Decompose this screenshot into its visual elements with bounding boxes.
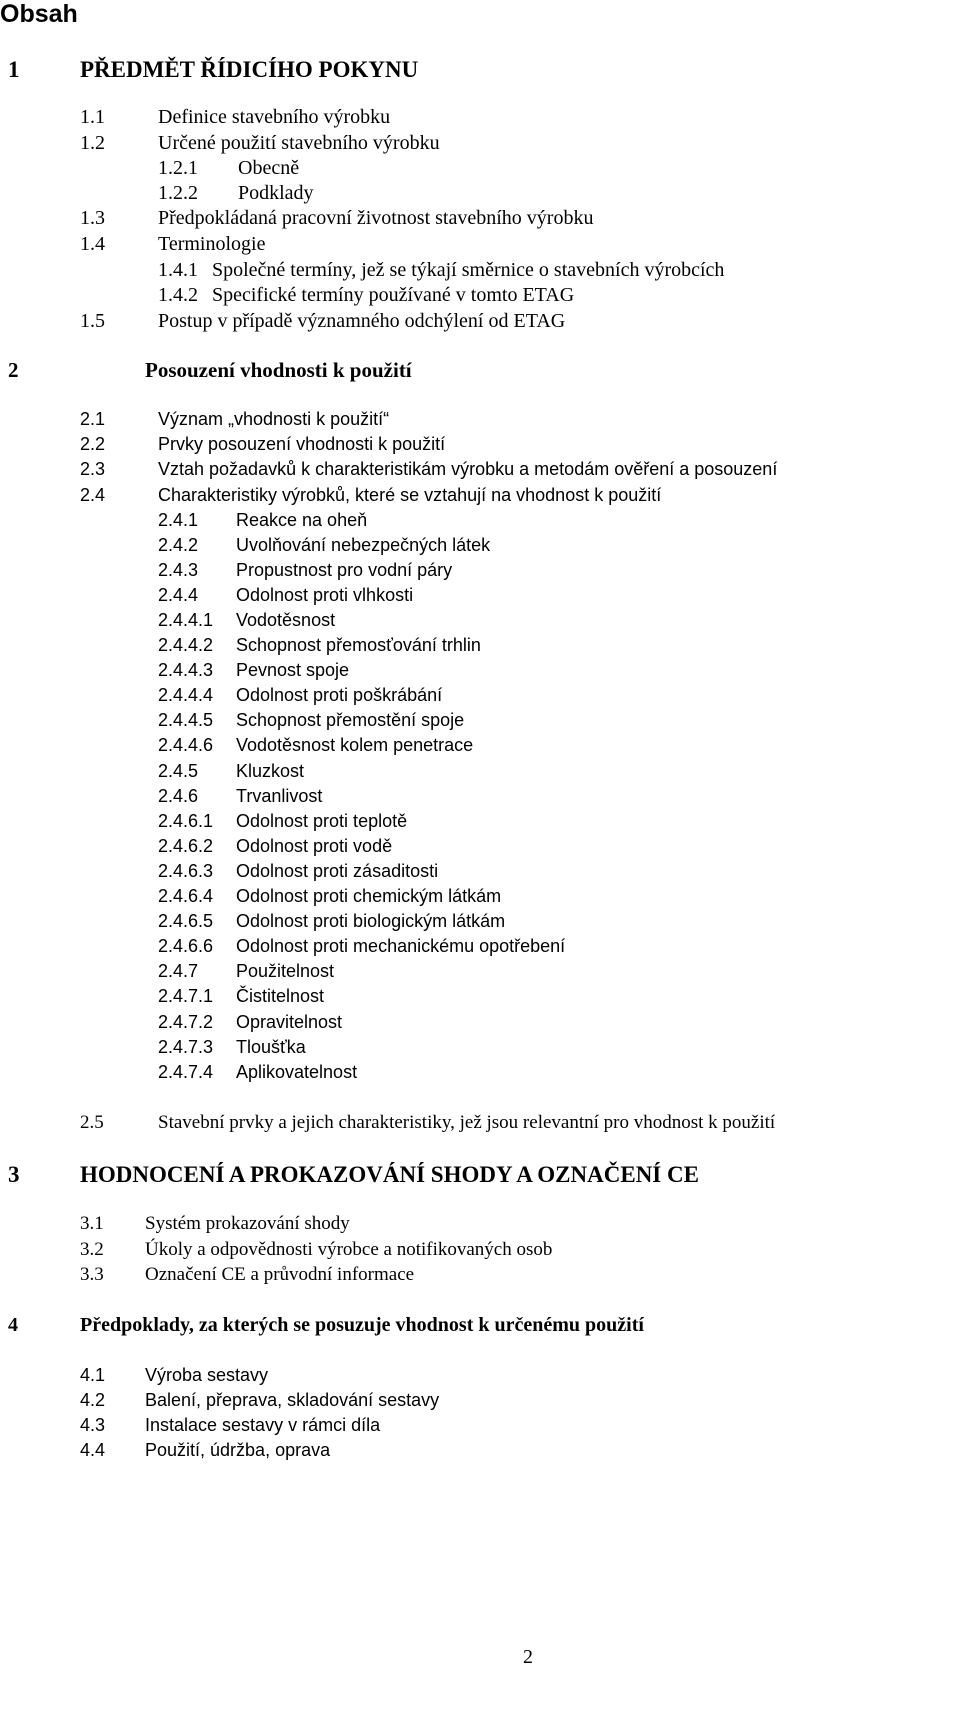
toc-entry-title: Společné termíny, jež se týkají směrnice o stavebních výrobcích [212, 259, 725, 281]
section-title: HODNOCENÍ A PROKAZOVÁNÍ SHODY A OZNAČENÍ CE [80, 1162, 699, 1187]
toc-entry-title: Propustnost pro vodní páry [236, 560, 453, 580]
toc-entry-title: Odolnost proti teplotě [236, 811, 408, 831]
toc-entry-number: 2.4.6.5 [158, 911, 214, 931]
toc-entry-title: Aplikovatelnost [236, 1062, 358, 1082]
page-heading: Obsah [0, 0, 78, 28]
toc-entry-title: Trvanlivost [236, 786, 323, 806]
toc-entry-number: 1.2.1 [158, 157, 198, 179]
toc-entry-number: 2.4.7 [158, 961, 199, 981]
section-number: 1 [8, 57, 20, 82]
toc-entry-number: 4.4 [80, 1440, 106, 1460]
toc-entry-number: 2.4.3 [158, 560, 199, 580]
toc-entry-title: Použitelnost [236, 961, 335, 981]
toc-entry-number: 3.2 [80, 1239, 104, 1260]
toc-entry-number: 2.4.4.5 [158, 710, 214, 730]
section-number: 3 [8, 1162, 20, 1187]
toc-entry-title: Úkoly a odpovědnosti výrobce a notifikovaných osob [145, 1239, 553, 1260]
toc-entry-title: Vodotěsnost kolem penetrace [236, 735, 474, 755]
toc-entry-number: 1.1 [80, 106, 105, 128]
toc-entry-number: 1.4 [80, 233, 105, 255]
toc-entry-number: 4.2 [80, 1390, 106, 1410]
page-number: 2 [523, 1646, 533, 1668]
toc-entry-number: 2.4.4.3 [158, 660, 214, 680]
toc-entry-number: 3.3 [80, 1264, 104, 1285]
section-number: 2 [8, 358, 19, 382]
toc-entry-number: 1.2 [80, 132, 105, 154]
toc-entry-number: 2.4.7.4 [158, 1062, 214, 1082]
section-title: Posouzení vhodnosti k použití [145, 358, 412, 382]
toc-entry-title: Schopnost přemosťování trhlin [236, 635, 481, 655]
toc-entry-number: 2.3 [80, 459, 106, 479]
toc-entry-title: Schopnost přemostění spoje [236, 710, 465, 730]
toc-entry-title: Čistitelnost [236, 986, 325, 1006]
toc-entry-title: Specifické termíny používané v tomto ETAG [212, 284, 575, 306]
toc-entry-number: 2.4.7.3 [158, 1037, 214, 1057]
toc-entry-number: 1.5 [80, 310, 105, 332]
toc-entry-number: 2.4.6 [158, 786, 199, 806]
toc-entry-title: Odolnost proti zásaditosti [236, 861, 439, 881]
toc-entry-title: Vodotěsnost [236, 610, 336, 630]
toc-entry-title: Opravitelnost [236, 1012, 343, 1032]
toc-entry-number: 2.4.6.2 [158, 836, 214, 856]
toc-entry-number: 2.4.4.4 [158, 685, 214, 705]
toc-entry-number: 2.4.7.2 [158, 1012, 214, 1032]
toc-entry-title: Pevnost spoje [236, 660, 350, 680]
toc-entry-number: 2.4.4.1 [158, 610, 214, 630]
toc-entry-title: Odolnost proti vodě [236, 836, 393, 856]
toc-entry-number: 2.4 [80, 485, 106, 505]
toc-entry-title: Výroba sestavy [145, 1365, 269, 1385]
toc-entry-title: Stavební prvky a jejich charakteristiky, jež jsou relevantní pro vhodnost k použití [158, 1112, 776, 1133]
toc-entry-title: Vztah požadavků k charakteristikám výrobku a metodám ověření a posouzení [158, 459, 778, 479]
toc-entry-title: Použití, údržba, oprava [145, 1440, 331, 1460]
toc-entry-number: 2.4.2 [158, 535, 199, 555]
toc-entry-title: Odolnost proti chemickým látkám [236, 886, 502, 906]
toc-entry-number: 4.3 [80, 1415, 106, 1435]
toc-entry-number: 2.4.7.1 [158, 986, 214, 1006]
toc-entry-number: 2.4.4 [158, 585, 199, 605]
toc-entry-title: Odolnost proti mechanickému opotřebení [236, 936, 566, 956]
section-number: 4 [8, 1314, 18, 1336]
toc-entry-number: 2.4.6.4 [158, 886, 214, 906]
toc-entry-title: Kluzkost [236, 761, 305, 781]
toc-entry-number: 2.4.4.2 [158, 635, 214, 655]
toc-entry-title: Prvky posouzení vhodnosti k použití [158, 434, 446, 454]
toc-entry-title: Podklady [238, 182, 314, 204]
toc-entry-number: 2.1 [80, 409, 106, 429]
toc-entry-number: 2.2 [80, 434, 106, 454]
toc-entry-title: Odolnost proti vlhkosti [236, 585, 414, 605]
toc-entry-number: 4.1 [80, 1365, 106, 1385]
toc-entry-title: Tloušťka [236, 1037, 306, 1057]
section-title: PŘEDMĚT ŘÍDICÍHO POKYNU [80, 57, 419, 82]
toc-entry-number: 2.4.6.1 [158, 811, 214, 831]
toc-entry-title: Předpokládaná pracovní životnost stavebního výrobku [158, 207, 594, 229]
toc-entry-title: Charakteristiky výrobků, které se vztahují na vhodnost k použití [158, 485, 662, 505]
toc-entry-title: Odolnost proti biologickým látkám [236, 911, 506, 931]
toc-entry-number: 2.4.6.3 [158, 861, 214, 881]
toc-entry-number: 2.4.6.6 [158, 936, 214, 956]
toc-entry-number: 1.2.2 [158, 182, 198, 204]
toc-entry-title: Obecně [238, 157, 300, 179]
toc-entry-title: Odolnost proti poškrábání [236, 685, 443, 705]
toc-entry-number: 2.5 [80, 1112, 104, 1133]
toc-entry-title: Uvolňování nebezpečných látek [236, 535, 491, 555]
toc-entry-title: Význam „vhodnosti k použití“ [158, 409, 390, 429]
toc-entry-title: Postup v případě významného odchýlení od ETAG [158, 310, 566, 332]
toc-entry-title: Instalace sestavy v rámci díla [145, 1415, 381, 1435]
toc-entry-number: 1.4.2 [158, 284, 198, 306]
toc-entry-title: Označení CE a průvodní informace [145, 1264, 415, 1285]
toc-entry-title: Reakce na oheň [236, 510, 368, 530]
toc-entry-number: 2.4.4.6 [158, 735, 214, 755]
toc-entry-title: Definice stavebního výrobku [158, 106, 391, 128]
toc-entry-title: Určené použití stavebního výrobku [158, 132, 440, 154]
toc-entry-title: Terminologie [158, 233, 266, 255]
toc-entry-number: 2.4.1 [158, 510, 199, 530]
toc-entry-number: 1.3 [80, 207, 105, 229]
toc-entry-number: 3.1 [80, 1213, 104, 1234]
toc-entry-title: Systém prokazování shody [145, 1213, 350, 1234]
section-title: Předpoklady, za kterých se posuzuje vhodnost k určenému použití [80, 1314, 644, 1336]
toc-entry-number: 2.4.5 [158, 761, 199, 781]
toc-entry-number: 1.4.1 [158, 259, 198, 281]
toc-entry-title: Balení, přeprava, skladování sestavy [145, 1390, 440, 1410]
